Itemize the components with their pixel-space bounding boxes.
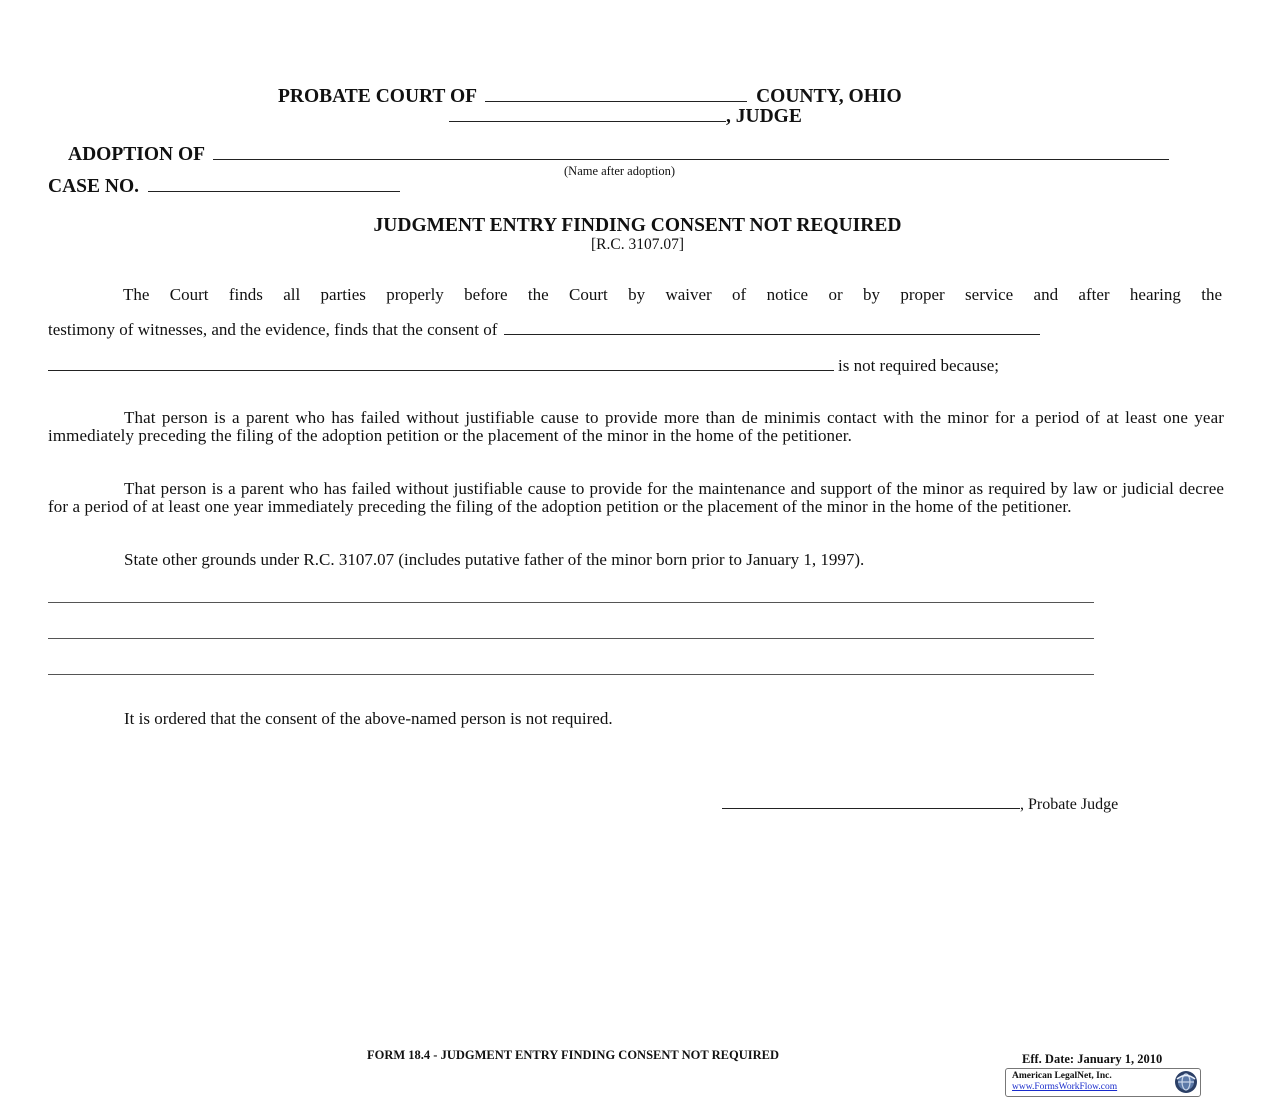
logo-company: American LegalNet, Inc.: [1012, 1071, 1112, 1081]
judge-header: [449, 106, 802, 128]
consenting-person-field-2[interactable]: [48, 369, 834, 371]
logo-url[interactable]: www.FormsWorkFlow.com: [1012, 1082, 1118, 1092]
signature-row: [722, 796, 1118, 814]
publisher-logo: [1005, 1068, 1201, 1097]
form-footer-title: FORM 18.4 - JUDGMENT ENTRY FINDING CONSENT NOT REQUIRED: [367, 1048, 779, 1062]
other-grounds-line-2[interactable]: [48, 638, 1094, 639]
globe-icon: [1174, 1070, 1198, 1094]
finding-text-1: The Court finds all parties properly before the Court by waiver of notice or by proper service and after hearing the: [123, 285, 1222, 304]
case-row: [48, 176, 404, 198]
name-hint: (Name after adoption): [564, 164, 676, 178]
adoption-row: [68, 144, 1173, 166]
reason-no-support: That person is a parent who has failed without justifiable cause to provide for the maintenance and support of the minor as required by law or judicial decree for a period of at least one year immediately preceding the filing of the adoption petition or the placement of the minor in the home of the petitioner.: [48, 479, 1224, 516]
adoptee-name-field[interactable]: [213, 158, 1169, 160]
statute-ref: [R.C. 3107.07]: [591, 236, 684, 253]
signature-suffix: , Probate Judge: [1020, 796, 1119, 813]
reason-no-contact: That person is a parent who has failed without justifiable cause to provide more than de minimis contact with the minor for a period of at least one year immediately preceding the filing of the adoption petition or the placement of the minor in the home of the petitioner.: [48, 408, 1224, 445]
other-grounds-line-1[interactable]: [48, 602, 1094, 603]
order-text: It is ordered that the consent of the above-named person is not required.: [124, 709, 613, 728]
judge-suffix: , JUDGE: [726, 106, 802, 127]
court-header: [278, 86, 902, 108]
case-label: CASE NO.: [48, 176, 140, 197]
other-grounds-text: State other grounds under R.C. 3107.07 (includes putative father of the minor born prior to January 1, 1997).: [124, 550, 865, 569]
consenting-person-field[interactable]: [504, 333, 1040, 335]
judge-signature-field[interactable]: [722, 807, 1020, 809]
judge-name-field[interactable]: [449, 120, 726, 122]
court-prefix: PROBATE COURT OF: [278, 86, 477, 107]
effective-date: Eff. Date: January 1, 2010: [1022, 1052, 1163, 1066]
court-suffix: COUNTY, OHIO: [756, 86, 902, 107]
finding-line-3: [48, 356, 999, 376]
county-name-field[interactable]: [485, 100, 747, 102]
finding-line-1: [48, 285, 1222, 305]
adoption-label: ADOPTION OF: [68, 144, 205, 165]
finding-line-2: [48, 320, 1044, 340]
document-title: JUDGMENT ENTRY FINDING CONSENT NOT REQUIRED: [373, 215, 902, 236]
finding-text-3: is not required because;: [838, 356, 999, 375]
other-grounds-line-3[interactable]: [48, 674, 1094, 675]
finding-text-2: testimony of witnesses, and the evidence, finds that the consent of: [48, 320, 498, 339]
case-number-field[interactable]: [148, 190, 400, 192]
